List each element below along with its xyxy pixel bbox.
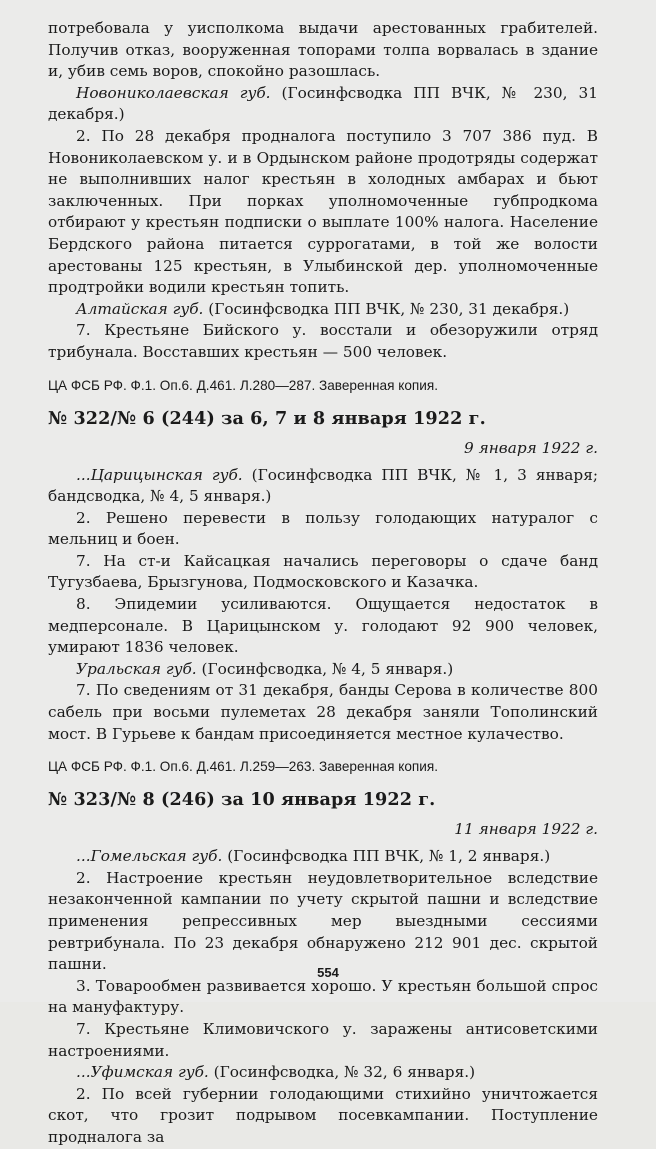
paragraph: потребовала у уисполкома выдачи арестованных грабителей. Получив отказ, вооруженная топорами толпа ворвалась в здание и, убив семь воров, спокойно разошлась. (48, 19, 598, 81)
archive-reference: ЦА ФСБ РФ. Ф.1. Оп.6. Д.461. Л.259—263. Заверенная копия. (48, 759, 439, 775)
source-citation: (Госинфсводка ПП ВЧК, № 1, 3 января; бандсводка, № 4, 5 января.) (48, 465, 599, 506)
section-heading: № 322/№ 6 (244) за 6, 7 и 8 января 1922 г. (48, 407, 486, 429)
paragraph: 2. По всей губернии голодающими стихийно уничтожается скот, что грозит подрывом посевкампании. Поступление продналога за (48, 1084, 598, 1146)
paragraph: 2. По 28 декабря продналога поступило 3 707 386 пуд. В Новониколаевском у. и в Ордынском районе продотряды содержат не выполнивших налог крестьян в холодных амбарах и бьют заключенных. При порках уполномоченные губпродкома отбирают у крестьян подписки о выплате 100% налога. Население Бердского района питается суррогатами, в той же волости арестованы 125 крестьян, в Улыбинской дер. уполномоченные продтройки водили крестьян топить. (48, 126, 598, 297)
source-citation: (Госинфсводка, № 4, 5 января.) (196, 659, 454, 678)
source-citation: (Госинфсводка ПП ВЧК, № 1, 2 января.) (222, 847, 551, 866)
page-number: 554 (317, 965, 339, 980)
paragraph: 3. Товарообмен развивается хорошо. У крестьян большой спрос на мануфактуру. (48, 976, 598, 1017)
region-name: Новониколаевская губ. (76, 83, 271, 102)
paragraph: 8. Эпидемии усиливаются. Ощущается недостаток в медперсонале. В Царицынском у. голодают 92 900 человек, умирают 1836 человек. (48, 595, 598, 657)
report-source-line (48, 299, 598, 321)
region-name: ...Гомельская губ. (76, 847, 223, 866)
paragraph: 7. По сведениям от 31 декабря, банды Серова в количестве 800 сабель при восьми пулеметах 28 декабря заняли Тополинский мост. В Гурьеве к бандам присоединяется местное кулачество. (48, 681, 598, 743)
report-source-line (48, 465, 598, 508)
paragraph: 2. Настроение крестьян неудовлетворительное вследствие незаконченной кампании по учету скрытой пашни и вследствие применения репрессивных мер выездными сессиями ревтрибунала. По 23 декабря обнаружено 212 901 дес. скрытой пашни. (48, 868, 598, 974)
archive-reference: ЦА ФСБ РФ. Ф.1. Оп.6. Д.461. Л.280—287. Заверенная копия. (48, 377, 439, 393)
paragraph: 7. Крестьяне Бийского у. восстали и обезоружили отряд трибунала. Восставших крестьян — 500 человек. (48, 321, 598, 361)
region-name: Алтайская губ. (76, 299, 204, 318)
region-name: Уральская губ. (76, 659, 197, 678)
section-date: 11 января 1922 г. (454, 820, 598, 839)
region-name: ...Царицынская губ. (76, 465, 243, 484)
source-citation: (Госинфсводка ПП ВЧК, № 230, 31 декабря.) (48, 83, 598, 124)
region-name: ...Уфимская губ. (76, 1063, 209, 1082)
section-date: 9 января 1922 г. (464, 438, 598, 457)
paragraph: 2. Решено перевести в пользу голодающих натуралог с мельниц и боен. (48, 508, 598, 549)
source-citation: (Госинфсводка ПП ВЧК, № 230, 31 декабря.) (203, 299, 570, 318)
source-citation: (Госинфсводка, № 32, 6 января.) (208, 1063, 476, 1082)
report-source-line (48, 659, 598, 681)
paragraph: 7. На ст-и Кайсацкая начались переговоры о сдаче банд Тугузбаева, Брызгунова, Подмосковского и Казачка. (48, 551, 598, 592)
report-source-line (48, 1062, 598, 1084)
report-source-line (48, 846, 598, 868)
section-heading: № 323/№ 8 (246) за 10 января 1922 г. (48, 789, 436, 811)
report-source-line (48, 83, 598, 126)
paragraph: 7. Крестьяне Климовичского у. заражены антисоветскими настроениями. (48, 1019, 598, 1060)
